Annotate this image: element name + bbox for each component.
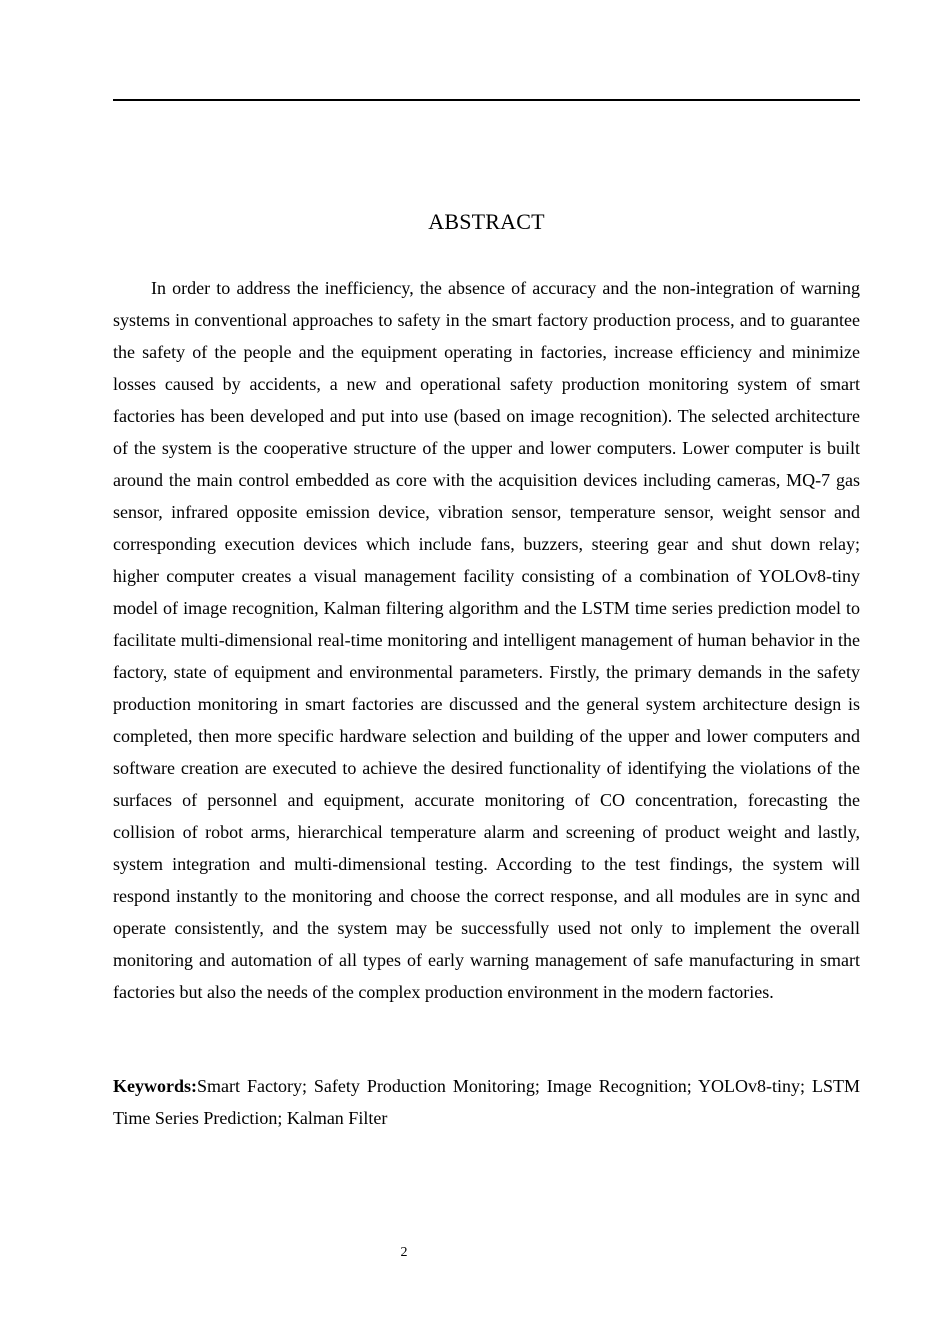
keywords-paragraph (113, 1070, 860, 1134)
keywords-text: Smart Factory; Safety Production Monitoring; Image Recognition; YOLOv8-tiny; LSTM Time Series Prediction; Kalman Filter (113, 1076, 860, 1128)
abstract-body: In order to address the inefficiency, the absence of accuracy and the non-integration of warning systems in conventional approaches to safety in the smart factory production process, and to guarantee the safety of the people and the equipment operating in factories, increase efficiency and minimize losses caused by accidents, a new and operational safety production monitoring system of smart factories has been developed and put into use (based on image recognition). The selected architecture of the system is the cooperative structure of the upper and lower computers. Lower computer is built around the main control embedded as core with the acquisition devices including cameras, MQ-7 gas sensor, infrared opposite emission device, vibration sensor, temperature sensor, weight sensor and corresponding execution devices which include fans, buzzers, steering gear and shut down relay; higher computer creates a visual management facility consisting of a combination of YOLOv8-tiny model of image recognition, Kalman filtering algorithm and the LSTM time series prediction model to facilitate multi-dimensional real-time monitoring and intelligent management of human behavior in the factory, state of equipment and environmental parameters. Firstly, the primary demands in the safety production monitoring in smart factories are discussed and the general system architecture design is completed, then more specific hardware selection and building of the upper and lower computers and software creation are executed to achieve the desired functionality of identifying the violations of the surfaces of personnel and equipment, accurate monitoring of CO concentration, forecasting the collision of robot arms, hierarchical temperature alarm and screening of product weight and lastly, system integration and multi-dimensional testing. According to the test findings, the system will respond instantly to the monitoring and choose the correct response, and all modules are in sync and operate consistently, and the system may be successfully used not only to implement the overall monitoring and automation of all types of early warning management of safe manufacturing in smart factories but also the needs of the complex production environment in the modern factories. (113, 278, 860, 1002)
header-rule (113, 99, 860, 101)
page-number: 2 (400, 1245, 408, 1260)
abstract-title: ABSTRACT (428, 209, 545, 234)
keywords-label: Keywords: (113, 1076, 197, 1096)
